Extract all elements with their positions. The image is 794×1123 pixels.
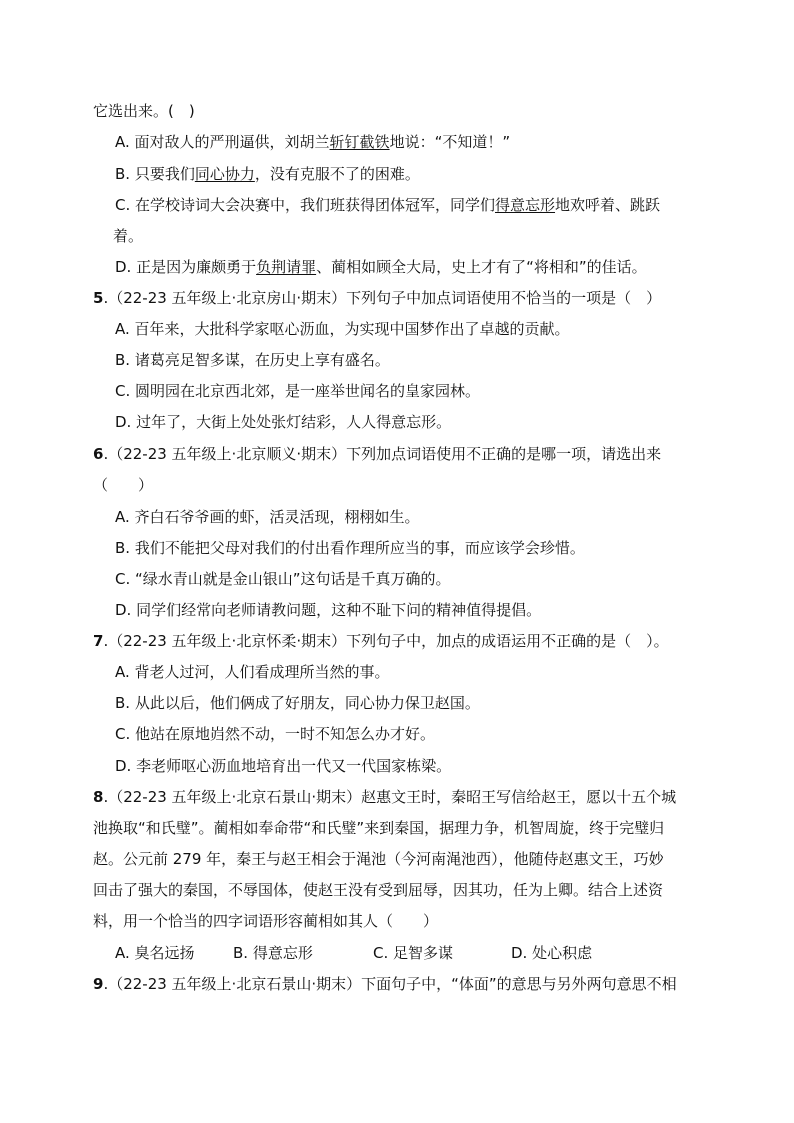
q8-option-b: B. 得意忘形 [233,944,313,962]
q9-text: .（22-23 五年级上·北京石景山·期末）下面句子中，“体面”的意思与另外两句意思不相 [103,975,677,993]
q7-option-b: B. 从此以后，他们俩成了好朋友，同心协力保卫赵国。 [115,694,480,712]
q8-option-c: C. 足智多谋 [373,944,454,962]
q4-c-underlined: 得意忘形 [495,196,556,214]
q8-text-1: .（22-23 五年级上·北京石景山·期末）赵惠文王时，秦昭王写信给赵王，愿以十五个城 [103,788,677,806]
q4-option-c-cont: 着。 [113,227,144,245]
q5-option-d: D. 过年了，大街上处处张灯结彩，人人得意忘形。 [115,413,452,431]
q7-number: 7 [93,632,104,650]
q4-option-d [115,256,647,278]
q4-b-post: ，没有克服不了的困难。 [254,165,420,183]
q4-option-c [115,194,660,216]
q6-paren: （ ） [93,476,154,494]
q4-b-underlined: 同心协力 [194,165,255,183]
q8-stem-line3: 赵。公元前 279 年，秦王与赵王相会于渑池（今河南渑池西），他随侍赵惠文王，巧妙 [93,850,664,868]
q6-number: 6 [93,445,104,463]
q4-b-pre: B. 只要我们 [115,165,195,183]
q8-stem-line1 [93,786,676,808]
q4-d-underlined: 负荆请罪 [256,258,317,276]
q6-option-b: B. 我们不能把父母对我们的付出看作理所应当的事，而应该学会珍惜。 [115,539,585,557]
q5-stem [93,287,661,309]
q6-stem [93,443,661,465]
q4-option-b [115,163,420,185]
q4-option-a [115,131,510,153]
q9-number: 9 [93,975,104,993]
q8-stem-line4: 回击了强大的秦国，不辱国体，使赵王没有受到屈辱，因其功，任为上卿。结合上述资 [93,881,664,899]
q4-d-post: 、蔺相如顾全大局，史上才有了“将相和”的佳话。 [316,258,647,276]
q7-text: .（22-23 五年级上·北京怀柔·期末）下列句子中，加点的成语运用不正确的是（ ）。 [103,632,669,650]
q6-option-d: D. 同学们经常向老师请教问题，这种不耻下问的精神值得提倡。 [115,601,542,619]
q4-a-post: 地说：“不知道！” [389,133,511,151]
q8-option-d: D. 处心积虑 [511,944,593,962]
q8-stem-line5: 料，用一个恰当的四字词语形容蔺相如其人（ ） [93,912,439,930]
q7-stem [93,630,669,652]
q7-option-c: C. 他站在原地岿然不动，一时不知怎么办才好。 [115,725,436,743]
q8-options-row [115,942,592,964]
q5-option-c: C. 圆明园在北京西北郊，是一座举世闻名的皇家园林。 [115,382,481,400]
q7-option-d: D. 李老师呕心沥血地培育出一代又一代国家栋梁。 [115,757,452,775]
q6-option-a: A. 齐白石爷爷画的虾，活灵活现，栩栩如生。 [115,508,420,526]
q4-d-pre: D. 正是因为廉颇勇于 [115,258,257,276]
q5-number: 5 [93,289,104,307]
q5-option-b: B. 诸葛亮足智多谋，在历史上享有盛名。 [115,351,390,369]
q4-c-pre: C. 在学校诗词大会决赛中，我们班获得团体冠军，同学们 [115,196,496,214]
q5-option-a: A. 百年来，大批科学家呕心沥血，为实现中国梦作出了卓越的贡献。 [115,320,570,338]
q8-number: 8 [93,788,104,806]
q7-option-a: A. 背老人过河，人们看成理所当然的事。 [115,663,390,681]
q4-a-underlined: 斩钉截铁 [329,133,390,151]
q8-option-a: A. 臭名远扬 [115,944,195,962]
q4-a-pre: A. 面对敌人的严刑逼供，刘胡兰 [115,133,330,151]
q6-text: .（22-23 五年级上·北京顺义·期末）下列加点词语使用不正确的是哪一项，请选出来 [103,445,662,463]
q5-text: .（22-23 五年级上·北京房山·期末）下列句子中加点词语使用不恰当的一项是（ ） [103,289,662,307]
q6-option-c: C. “绿水青山就是金山银山”这句话是千真万确的。 [115,570,451,588]
q4-c-post: 地欢呼着、跳跃 [555,196,661,214]
q9-stem [93,973,677,995]
q8-stem-line2: 池换取“和氏璧”。蔺相如奉命带“和氏璧”来到秦国，据理力争，机智周旋，终于完璧归 [93,819,665,837]
q4-tail: 它选出来。( ) [93,102,195,120]
